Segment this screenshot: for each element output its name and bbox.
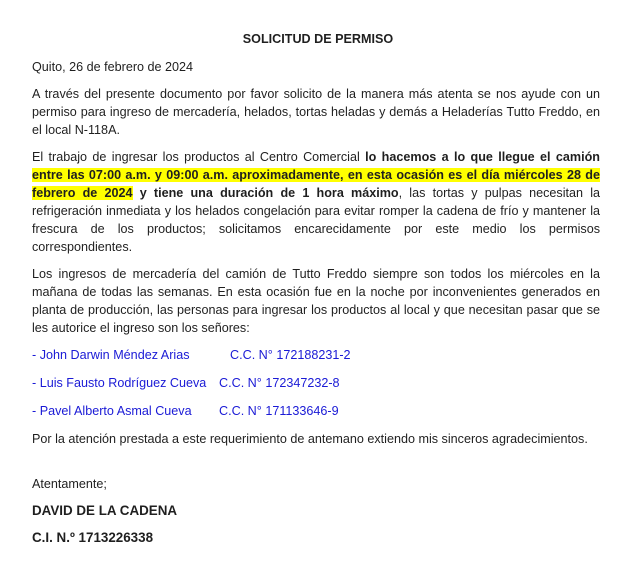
list-item bbox=[32, 374, 340, 392]
person-id: C.C. N° 171133646-9 bbox=[219, 404, 339, 418]
document-title: SOLICITUD DE PERMISO bbox=[242, 32, 394, 46]
intro-paragraph: A través del presente documento por favor solicito de la manera más atenta se nos ayude con un permiso para ingreso de mercadería, helados, tortas heladas y demás a Heladerías Tutto Freddo, en el local N-118A. bbox=[32, 87, 600, 137]
schedule-text-bold-2: y tiene una duración de 1 hora máximo bbox=[132, 186, 399, 200]
list-item bbox=[32, 402, 339, 420]
person-name: - Pavel Alberto Asmal Cueva bbox=[32, 404, 192, 418]
person-name: - Luis Fausto Rodríguez Cueva bbox=[32, 376, 207, 390]
schedule-text-1: El trabajo de ingresar los productos al Centro Comercial bbox=[32, 150, 366, 164]
person-id: C.C. N° 172188231-2 bbox=[230, 348, 351, 362]
person-name: - John Darwin Méndez Arias bbox=[32, 348, 190, 362]
closing-line: Atentamente; bbox=[32, 477, 107, 491]
thanks-paragraph: Por la atención prestada a este requerimiento de antemano extiendo mis sinceros agradecimientos. bbox=[32, 432, 588, 446]
person-id: C.C. N° 172347232-8 bbox=[219, 376, 340, 390]
schedule-highlight: entre las 07:00 a.m. y 09:00 a.m. aproximadamente, en esta ocasión es el día miércoles 28 de febrero de 2024 bbox=[32, 168, 600, 200]
schedule-text-bold-1: lo hacemos a lo que llegue el camión bbox=[365, 150, 600, 164]
schedule-paragraph bbox=[32, 148, 600, 256]
signer-name: DAVID DE LA CADENA bbox=[32, 503, 178, 518]
document-date: Quito, 26 de febrero de 2024 bbox=[32, 60, 194, 74]
schedule-text-2: , las tortas y pulpas necesitan la refrigeración inmediata y los helados congelación para evitar romper la cadena de frío y mantener la frescura de los productos; solicitamos encarecidamente por este medio los permisos correspondientes. bbox=[32, 186, 600, 254]
authorization-paragraph: Los ingresos de mercadería del camión de Tutto Freddo siempre son todos los miércoles en la mañana de todas las semanas. En esta ocasión fue en la noche por inconvenientes generados en planta de producción, las personas para ingresar los productos al local y que necesitan pasar que se les autorice el ingreso son los señores: bbox=[32, 267, 600, 335]
signer-id: C.I. N.º 1713226338 bbox=[32, 530, 154, 545]
list-item bbox=[32, 346, 351, 364]
